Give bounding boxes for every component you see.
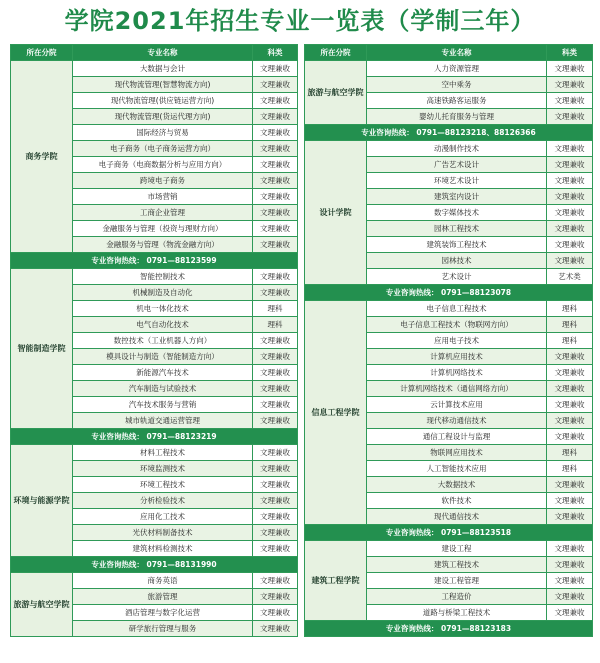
major-name-cell: 现代移动通信技术 bbox=[367, 413, 547, 429]
subject-cell: 文理兼收 bbox=[253, 221, 298, 237]
right-program-table bbox=[304, 44, 593, 637]
major-name-cell: 研学旅行管理与服务 bbox=[73, 621, 253, 637]
subject-cell: 理科 bbox=[547, 445, 593, 461]
department-cell: 旅游与航空学院 bbox=[305, 61, 367, 125]
subject-cell: 文理兼收 bbox=[253, 349, 298, 365]
major-name-cell: 大数据技术 bbox=[367, 477, 547, 493]
table-row bbox=[305, 141, 593, 157]
hotline-text: 专业咨询热线： 0791—88123219 bbox=[11, 429, 298, 445]
major-name-cell: 机械制造及自动化 bbox=[73, 285, 253, 301]
department-cell: 智能制造学院 bbox=[11, 269, 73, 429]
subject-cell: 文理兼收 bbox=[253, 477, 298, 493]
subject-cell: 文理兼收 bbox=[547, 205, 593, 221]
subject-cell: 理科 bbox=[547, 301, 593, 317]
subject-cell: 文理兼收 bbox=[547, 237, 593, 253]
major-name-cell: 工商企业管理 bbox=[73, 205, 253, 221]
subject-cell: 理科 bbox=[547, 333, 593, 349]
major-name-cell: 城市轨道交通运营管理 bbox=[73, 413, 253, 429]
major-name-cell: 分析检验技术 bbox=[73, 493, 253, 509]
subject-cell: 文理兼收 bbox=[547, 173, 593, 189]
department-cell: 环境与能源学院 bbox=[11, 445, 73, 557]
major-name-cell: 市场营销 bbox=[73, 189, 253, 205]
hotline-text: 专业咨询热线： 0791—88131990 bbox=[11, 557, 298, 573]
hotline-row bbox=[305, 285, 593, 301]
subject-cell: 文理兼收 bbox=[547, 397, 593, 413]
table-row bbox=[11, 269, 298, 285]
subject-cell: 文理兼收 bbox=[547, 413, 593, 429]
major-name-cell: 建筑室内设计 bbox=[367, 189, 547, 205]
subject-cell: 文理兼收 bbox=[253, 173, 298, 189]
subject-cell: 文理兼收 bbox=[547, 109, 593, 125]
major-name-cell: 汽车制造与试验技术 bbox=[73, 381, 253, 397]
table-row bbox=[305, 301, 593, 317]
hotline-text: 专业咨询热线： 0791—88123518 bbox=[305, 525, 593, 541]
subject-cell: 文理兼收 bbox=[547, 141, 593, 157]
major-name-cell: 建设工程 bbox=[367, 541, 547, 557]
subject-cell: 文理兼收 bbox=[547, 573, 593, 589]
hotline-text: 专业咨询热线： 0791—88123183 bbox=[305, 621, 593, 637]
table-row bbox=[11, 573, 298, 589]
major-name-cell: 模具设计与制造（智能制造方向） bbox=[73, 349, 253, 365]
major-name-cell: 材料工程技术 bbox=[73, 445, 253, 461]
major-name-cell: 通信工程设计与监理 bbox=[367, 429, 547, 445]
major-name-cell: 广告艺术设计 bbox=[367, 157, 547, 173]
department-cell: 商务学院 bbox=[11, 61, 73, 253]
left-table-column bbox=[10, 44, 297, 637]
hotline-row bbox=[305, 525, 593, 541]
subject-cell: 理科 bbox=[547, 317, 593, 333]
subject-cell: 文理兼收 bbox=[547, 477, 593, 493]
major-name-cell: 物联网应用技术 bbox=[367, 445, 547, 461]
major-name-cell: 现代物流管理(智慧物流方向) bbox=[73, 77, 253, 93]
subject-cell: 文理兼收 bbox=[253, 109, 298, 125]
major-name-cell: 汽车技术服务与营销 bbox=[73, 397, 253, 413]
subject-cell: 文理兼收 bbox=[253, 189, 298, 205]
major-name-cell: 新能源汽车技术 bbox=[73, 365, 253, 381]
major-name-cell: 机电一体化技术 bbox=[73, 301, 253, 317]
header-major: 专业名称 bbox=[367, 45, 547, 61]
header-subject: 科类 bbox=[253, 45, 298, 61]
major-name-cell: 现代物流管理(货运代理方向) bbox=[73, 109, 253, 125]
major-name-cell: 金融服务与管理（物流金融方向） bbox=[73, 237, 253, 253]
subject-cell: 文理兼收 bbox=[253, 61, 298, 77]
subject-cell: 文理兼收 bbox=[547, 589, 593, 605]
department-cell: 建筑工程学院 bbox=[305, 541, 367, 621]
major-name-cell: 金融服务与管理（投资与理财方向） bbox=[73, 221, 253, 237]
major-name-cell: 云计算技术应用 bbox=[367, 397, 547, 413]
subject-cell: 文理兼收 bbox=[253, 381, 298, 397]
department-cell: 设计学院 bbox=[305, 141, 367, 285]
major-name-cell: 园林技术 bbox=[367, 253, 547, 269]
subject-cell: 文理兼收 bbox=[253, 141, 298, 157]
right-table-column bbox=[304, 44, 592, 637]
hotline-row bbox=[11, 429, 298, 445]
subject-cell: 文理兼收 bbox=[253, 333, 298, 349]
major-name-cell: 道路与桥梁工程技术 bbox=[367, 605, 547, 621]
table-row bbox=[305, 541, 593, 557]
subject-cell: 文理兼收 bbox=[547, 189, 593, 205]
major-name-cell: 人工智能技术应用 bbox=[367, 461, 547, 477]
major-name-cell: 计算机网络技术 bbox=[367, 365, 547, 381]
subject-cell: 文理兼收 bbox=[253, 397, 298, 413]
major-name-cell: 旅游管理 bbox=[73, 589, 253, 605]
major-name-cell: 现代物流管理(供应链运营方向) bbox=[73, 93, 253, 109]
hotline-row bbox=[305, 621, 593, 637]
major-name-cell: 现代通信技术 bbox=[367, 509, 547, 525]
subject-cell: 文理兼收 bbox=[547, 509, 593, 525]
major-name-cell: 电子信息工程技术（物联网方向） bbox=[367, 317, 547, 333]
table-row bbox=[11, 61, 298, 77]
subject-cell: 文理兼收 bbox=[253, 237, 298, 253]
subject-cell: 艺术类 bbox=[547, 269, 593, 285]
hotline-text: 专业咨询热线： 0791—88123218、88126366 bbox=[305, 125, 593, 141]
subject-cell: 文理兼收 bbox=[253, 621, 298, 637]
major-name-cell: 人力资源管理 bbox=[367, 61, 547, 77]
major-name-cell: 光伏材料制备技术 bbox=[73, 525, 253, 541]
major-name-cell: 数字媒体技术 bbox=[367, 205, 547, 221]
hotline-text: 专业咨询热线： 0791—88123599 bbox=[11, 253, 298, 269]
subject-cell: 文理兼收 bbox=[253, 589, 298, 605]
major-name-cell: 建筑装饰工程技术 bbox=[367, 237, 547, 253]
major-name-cell: 国际经济与贸易 bbox=[73, 125, 253, 141]
page-title: 学院2021年招生专业一览表（学制三年） bbox=[64, 7, 536, 35]
subject-cell: 文理兼收 bbox=[547, 605, 593, 621]
major-name-cell: 商务英语 bbox=[73, 573, 253, 589]
hotline-row bbox=[11, 557, 298, 573]
left-program-table bbox=[10, 44, 298, 637]
subject-cell: 文理兼收 bbox=[253, 269, 298, 285]
subject-cell: 文理兼收 bbox=[253, 205, 298, 221]
header-dept: 所在分院 bbox=[305, 45, 367, 61]
subject-cell: 文理兼收 bbox=[547, 77, 593, 93]
major-name-cell: 建筑材料检测技术 bbox=[73, 541, 253, 557]
subject-cell: 文理兼收 bbox=[547, 349, 593, 365]
major-name-cell: 跨境电子商务 bbox=[73, 173, 253, 189]
subject-cell: 文理兼收 bbox=[253, 493, 298, 509]
subject-cell: 文理兼收 bbox=[547, 429, 593, 445]
subject-cell: 文理兼收 bbox=[547, 493, 593, 509]
subject-cell: 文理兼收 bbox=[253, 445, 298, 461]
major-name-cell: 高速铁路客运服务 bbox=[367, 93, 547, 109]
major-name-cell: 酒店管理与数字化运营 bbox=[73, 605, 253, 621]
subject-cell: 文理兼收 bbox=[253, 77, 298, 93]
subject-cell: 文理兼收 bbox=[547, 221, 593, 237]
major-name-cell: 计算机应用技术 bbox=[367, 349, 547, 365]
subject-cell: 文理兼收 bbox=[253, 157, 298, 173]
major-name-cell: 婴幼儿托育服务与管理 bbox=[367, 109, 547, 125]
major-name-cell: 应用电子技术 bbox=[367, 333, 547, 349]
table-header-row bbox=[305, 45, 593, 61]
major-name-cell: 动漫制作技术 bbox=[367, 141, 547, 157]
subject-cell: 文理兼收 bbox=[547, 61, 593, 77]
major-name-cell: 工程造价 bbox=[367, 589, 547, 605]
department-cell: 旅游与航空学院 bbox=[11, 573, 73, 637]
subject-cell: 文理兼收 bbox=[253, 413, 298, 429]
major-name-cell: 电子商务（电子商务运营方向） bbox=[73, 141, 253, 157]
subject-cell: 文理兼收 bbox=[253, 125, 298, 141]
subject-cell: 文理兼收 bbox=[253, 573, 298, 589]
subject-cell: 理科 bbox=[253, 317, 298, 333]
subject-cell: 理科 bbox=[547, 461, 593, 477]
subject-cell: 文理兼收 bbox=[253, 525, 298, 541]
major-name-cell: 电气自动化技术 bbox=[73, 317, 253, 333]
major-name-cell: 建筑工程技术 bbox=[367, 557, 547, 573]
major-name-cell: 软件技术 bbox=[367, 493, 547, 509]
hotline-row bbox=[305, 125, 593, 141]
subject-cell: 文理兼收 bbox=[547, 365, 593, 381]
header-dept: 所在分院 bbox=[11, 45, 73, 61]
table-row bbox=[305, 61, 593, 77]
table-row bbox=[11, 445, 298, 461]
subject-cell: 文理兼收 bbox=[547, 381, 593, 397]
subject-cell: 文理兼收 bbox=[253, 605, 298, 621]
subject-cell: 文理兼收 bbox=[547, 93, 593, 109]
major-name-cell: 电子商务（电商数据分析与应用方向） bbox=[73, 157, 253, 173]
subject-cell: 文理兼收 bbox=[547, 541, 593, 557]
table-header-row bbox=[11, 45, 298, 61]
hotline-text: 专业咨询热线： 0791—88123078 bbox=[305, 285, 593, 301]
subject-cell: 文理兼收 bbox=[253, 365, 298, 381]
subject-cell: 理科 bbox=[253, 301, 298, 317]
subject-cell: 文理兼收 bbox=[253, 541, 298, 557]
subject-cell: 文理兼收 bbox=[253, 285, 298, 301]
major-name-cell: 环境艺术设计 bbox=[367, 173, 547, 189]
subject-cell: 文理兼收 bbox=[547, 557, 593, 573]
major-name-cell: 园林工程技术 bbox=[367, 221, 547, 237]
hotline-row bbox=[11, 253, 298, 269]
subject-cell: 文理兼收 bbox=[547, 253, 593, 269]
department-cell: 信息工程学院 bbox=[305, 301, 367, 525]
major-name-cell: 艺术设计 bbox=[367, 269, 547, 285]
major-name-cell: 环境工程技术 bbox=[73, 477, 253, 493]
major-name-cell: 环境监测技术 bbox=[73, 461, 253, 477]
major-name-cell: 建设工程管理 bbox=[367, 573, 547, 589]
header-major: 专业名称 bbox=[73, 45, 253, 61]
header-subject: 科类 bbox=[547, 45, 593, 61]
subject-cell: 文理兼收 bbox=[253, 509, 298, 525]
major-name-cell: 应用化工技术 bbox=[73, 509, 253, 525]
subject-cell: 文理兼收 bbox=[253, 461, 298, 477]
major-name-cell: 数控技术（工业机器人方向） bbox=[73, 333, 253, 349]
major-name-cell: 大数据与会计 bbox=[73, 61, 253, 77]
major-name-cell: 智能控制技术 bbox=[73, 269, 253, 285]
subject-cell: 文理兼收 bbox=[253, 93, 298, 109]
subject-cell: 文理兼收 bbox=[547, 157, 593, 173]
major-name-cell: 空中乘务 bbox=[367, 77, 547, 93]
major-name-cell: 计算机网络技术（通信网络方向） bbox=[367, 381, 547, 397]
major-name-cell: 电子信息工程技术 bbox=[367, 301, 547, 317]
